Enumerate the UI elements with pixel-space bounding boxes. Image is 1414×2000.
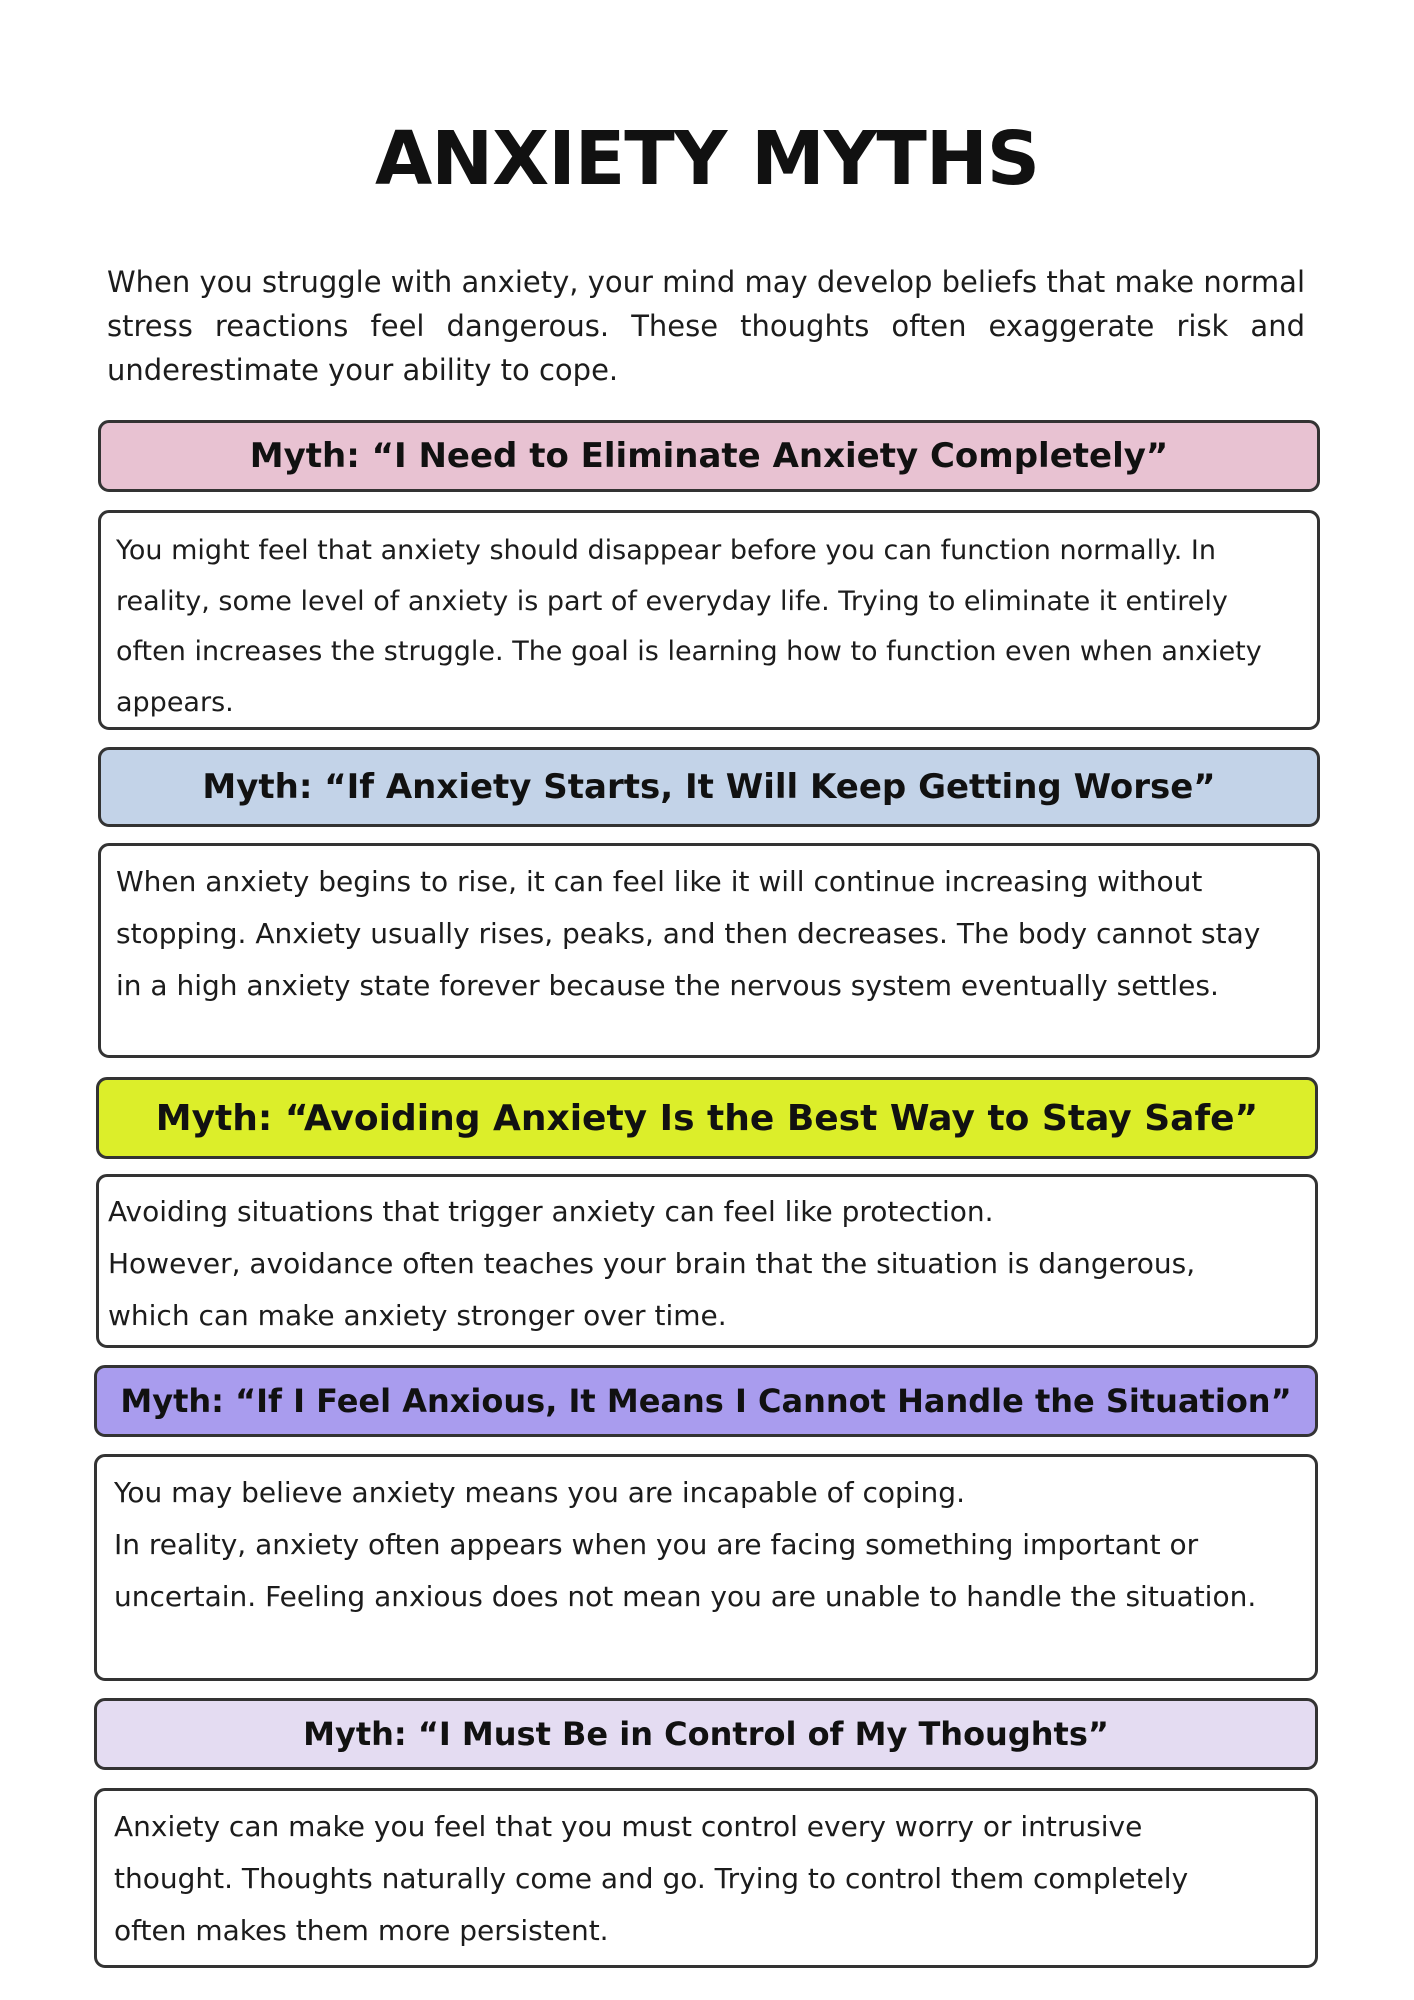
intro-paragraph: When you struggle with anxiety, your mind may develop beliefs that make normal stress reactions feel dangerous. These thoughts often exaggerate risk and underestimate your ability to cope. <box>107 265 1305 387</box>
myth-1-text: You might feel that anxiety should disappear before you can function normally. In reality, some level of anxiety is part of everyday life. Trying to eliminate it entirely often increases the struggle. The goal is learning how to function even when anxiety appears. <box>116 535 1262 718</box>
myth-1-body <box>98 510 1320 730</box>
myth-5-text: Anxiety can make you feel that you must control every worry or intrusive thought. Thoughts naturally come and go. Trying to control them completely often makes them more persistent. <box>114 1810 1189 1947</box>
myth-2-body <box>98 843 1320 1058</box>
myth-2-header <box>98 747 1320 827</box>
myth-3-text-line-2: However, avoidance often teaches your brain that the situation is dangerous, which can make anxiety stronger over time. <box>108 1247 1196 1332</box>
myth-3-text-line-1: Avoiding situations that trigger anxiety can feel like protection. <box>108 1195 994 1228</box>
myth-5-body <box>94 1788 1318 1968</box>
myth-4-header <box>94 1365 1318 1437</box>
myth-5-header <box>94 1698 1318 1770</box>
myth-3-heading: Myth: “Avoiding Anxiety Is the Best Way to Stay Safe” <box>155 1097 1259 1139</box>
myth-1-heading: Myth: “I Need to Eliminate Anxiety Completely” <box>249 436 1169 476</box>
myth-3-body <box>96 1174 1318 1348</box>
myth-4-heading: Myth: “If I Feel Anxious, It Means I Cannot Handle the Situation” <box>120 1382 1292 1420</box>
myth-4-text-line-2: In reality, anxiety often appears when you are facing something important or uncertain. Feeling anxious does not mean you are unable to handle the situation. <box>114 1528 1257 1613</box>
myth-4-body <box>94 1454 1318 1681</box>
myth-2-text: When anxiety begins to rise, it can feel like it will continue increasing without stopping. Anxiety usually rises, peaks, and then decreases. The body cannot stay in a high anxiety state forever because the nervous system eventually settles. <box>116 865 1261 1002</box>
page-title: ANXIETY MYTHS <box>374 116 1040 202</box>
myth-1-header <box>98 420 1320 492</box>
myth-3-header <box>96 1077 1318 1159</box>
myth-2-heading: Myth: “If Anxiety Starts, It Will Keep Getting Worse” <box>202 767 1216 807</box>
myth-5-heading: Myth: “I Must Be in Control of My Thoughts” <box>303 1715 1109 1753</box>
myth-4-text-line-1: You may believe anxiety means you are incapable of coping. <box>114 1476 965 1509</box>
